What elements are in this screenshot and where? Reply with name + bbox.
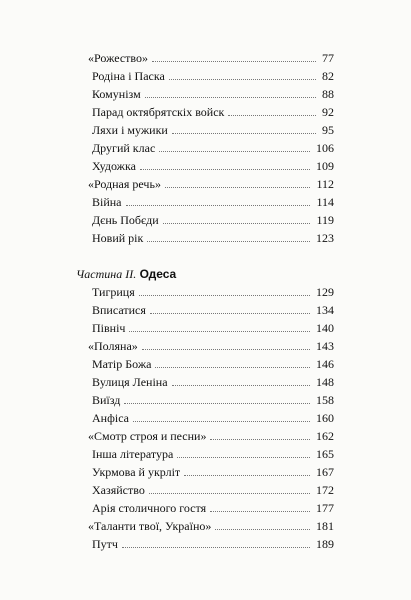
toc-entry-title: Путч xyxy=(92,537,118,551)
toc-entry-page-number: 114 xyxy=(316,195,334,209)
toc-entry xyxy=(88,104,334,120)
toc-entry xyxy=(88,446,334,462)
dot-leader xyxy=(184,475,310,476)
toc-entry xyxy=(88,68,334,84)
dot-leader xyxy=(210,439,310,440)
part-label: Частина II. xyxy=(76,267,137,281)
toc-entry-title: Арія столичного гостя xyxy=(92,501,207,515)
toc-entry xyxy=(88,122,334,138)
dot-leader xyxy=(133,421,310,422)
toc-entry xyxy=(88,86,334,102)
toc-entry-title: Матір Божа xyxy=(92,357,152,371)
toc-entry xyxy=(88,158,334,174)
toc-entry xyxy=(88,500,334,516)
part-heading xyxy=(76,266,176,282)
toc-entry-title: «Смотр строя и песни» xyxy=(88,429,207,443)
toc-entry-title: Інша література xyxy=(92,447,174,461)
toc-entry-page-number: 109 xyxy=(316,159,334,173)
toc-entry-page-number: 82 xyxy=(322,69,334,83)
dot-leader xyxy=(155,367,310,368)
dot-leader xyxy=(142,349,310,350)
dot-leader xyxy=(149,493,310,494)
toc-entry-page-number: 181 xyxy=(316,519,334,533)
toc-entry-page-number: 167 xyxy=(316,465,334,479)
toc-entry-page-number: 77 xyxy=(322,51,334,65)
dot-leader xyxy=(172,385,310,386)
toc-entry-title: Анфіса xyxy=(92,411,129,425)
dot-leader xyxy=(172,133,316,134)
toc-entry-title: Виїзд xyxy=(92,393,121,407)
dot-leader xyxy=(210,511,310,512)
toc-entry-page-number: 189 xyxy=(316,537,334,551)
dot-leader xyxy=(215,529,310,530)
dot-leader xyxy=(165,187,311,188)
toc-entry-page-number: 123 xyxy=(316,231,334,245)
toc-entry-page-number: 146 xyxy=(316,357,334,371)
toc-entry-page-number: 172 xyxy=(316,483,334,497)
toc-entry-title: Хазяйство xyxy=(92,483,145,497)
toc-entry-page-number: 112 xyxy=(316,177,334,191)
toc-entry-title: Новий рік xyxy=(92,231,144,245)
toc-entry-page-number: 106 xyxy=(316,141,334,155)
toc-entry-page-number: 148 xyxy=(316,375,334,389)
toc-entry-page-number: 158 xyxy=(316,393,334,407)
toc-entry-title: Комунізм xyxy=(92,87,141,101)
toc-entry xyxy=(88,464,334,480)
dot-leader xyxy=(124,403,310,404)
toc-entry-page-number: 134 xyxy=(316,303,334,317)
toc-entry xyxy=(88,212,334,228)
toc-entry-page-number: 162 xyxy=(316,429,334,443)
toc-entry-title: Укрмова й укрліт xyxy=(92,465,181,479)
dot-leader xyxy=(126,205,311,206)
toc-entry xyxy=(88,230,334,246)
toc-entry xyxy=(88,392,334,408)
toc-entry-title: Вписатися xyxy=(92,303,146,317)
toc-entry xyxy=(88,140,334,156)
dot-leader xyxy=(159,151,310,152)
toc-entry xyxy=(88,536,334,552)
dot-leader xyxy=(147,241,310,242)
toc-entry-title: «Рожество» xyxy=(88,51,148,65)
toc-entry-page-number: 160 xyxy=(316,411,334,425)
toc-entry xyxy=(88,374,334,390)
dot-leader xyxy=(228,115,316,116)
toc-entry-title: Ляхи і мужики xyxy=(92,123,168,137)
toc-entry-title: Дєнь Побєди xyxy=(92,213,159,227)
toc-entry-title: «Таланти твої, Україно» xyxy=(88,519,212,533)
dot-leader xyxy=(140,169,310,170)
toc-entry xyxy=(88,176,334,192)
dot-leader xyxy=(163,223,311,224)
toc-entry-title: Вулиця Леніна xyxy=(92,375,168,389)
dot-leader xyxy=(139,295,310,296)
toc-entry xyxy=(88,284,334,300)
toc-entry-page-number: 95 xyxy=(322,123,334,137)
part-title: Одеса xyxy=(139,267,177,281)
toc-entry-title: Тигриця xyxy=(92,285,135,299)
toc-entry-page-number: 165 xyxy=(316,447,334,461)
toc-entry xyxy=(88,194,334,210)
toc-entry-page-number: 143 xyxy=(316,339,334,353)
toc-entry-title: «Поляна» xyxy=(88,339,138,353)
dot-leader xyxy=(177,457,310,458)
toc-entry xyxy=(88,302,334,318)
toc-entry-page-number: 119 xyxy=(316,213,334,227)
dot-leader xyxy=(145,97,316,98)
toc-entry-title: Художка xyxy=(92,159,136,173)
toc-entry xyxy=(88,518,334,534)
dot-leader xyxy=(122,547,310,548)
toc-entry-title: Північ xyxy=(92,321,126,335)
toc-entry-title: Другий клас xyxy=(92,141,156,155)
toc-entry-title: Війна xyxy=(92,195,122,209)
toc-entry xyxy=(88,338,334,354)
toc-entry-title: Парад октябрятскіх войск xyxy=(92,105,225,119)
toc-entry-page-number: 92 xyxy=(322,105,334,119)
toc-entry-title: «Родная речь» xyxy=(88,177,161,191)
toc-entry xyxy=(88,410,334,426)
toc-entry-page-number: 88 xyxy=(322,87,334,101)
toc-entry xyxy=(88,356,334,372)
toc-entry xyxy=(88,428,334,444)
toc-entry xyxy=(88,50,334,66)
toc-entry xyxy=(88,482,334,498)
dot-leader xyxy=(152,61,316,62)
toc-entry-page-number: 140 xyxy=(316,321,334,335)
toc-entry-title: Родіна і Паска xyxy=(92,69,165,83)
toc-entry-page-number: 129 xyxy=(316,285,334,299)
dot-leader xyxy=(150,313,310,314)
toc-entry xyxy=(88,320,334,336)
dot-leader xyxy=(129,331,310,332)
dot-leader xyxy=(169,79,316,80)
toc-entry-page-number: 177 xyxy=(316,501,334,515)
